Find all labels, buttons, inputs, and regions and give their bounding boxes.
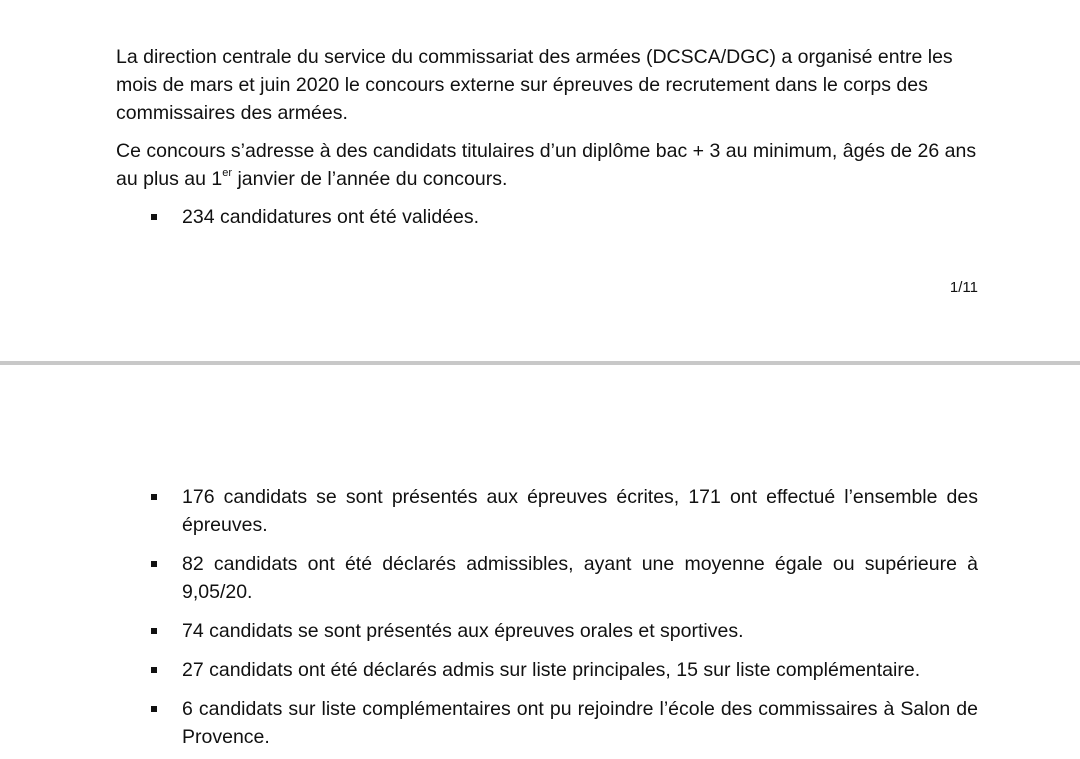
document-page-2 (0, 365, 1080, 759)
bullet-icon (151, 561, 157, 567)
page-number: 1/11 (949, 279, 978, 296)
bullet-icon (151, 214, 157, 220)
page-2-bullet-list (116, 483, 978, 751)
list-item (116, 203, 978, 231)
list-item-text: 234 candidatures ont été validées. (182, 206, 480, 228)
list-item-text: 6 candidats sur liste complémentaires ont pu rejoindre l’école des commissaires à Salon de Provence. (182, 698, 978, 748)
list-item (116, 656, 978, 684)
bullet-icon (151, 706, 157, 712)
ordinal-superscript: er (222, 166, 233, 179)
bullet-icon (151, 628, 157, 634)
list-item-text: 82 candidats ont été déclarés admissibles, ayant une moyenne égale ou supérieure à 9,05/20. (182, 553, 978, 603)
list-item (116, 550, 978, 606)
list-item-text: 27 candidats ont été déclarés admis sur liste principales, 15 sur liste complémentaire. (182, 659, 921, 681)
page-1-body (116, 43, 978, 231)
intro-paragraph: La direction centrale du service du commissariat des armées (DCSCA/DGC) a organisé entre les mois de mars et juin 2020 le concours externe sur épreuves de recrutement dans le corps des commissaires des armées. (116, 46, 953, 124)
list-item (116, 617, 978, 645)
eligibility-text-before: Ce concours s’adresse à des candidats titulaires d’un diplôme bac + 3 au minimum, âgés de 26 ans au plus au 1 (116, 140, 977, 190)
eligibility-text-after: janvier de l’année du concours. (232, 168, 508, 190)
eligibility-paragraph (116, 137, 978, 193)
list-item-text: 74 candidats se sont présentés aux épreuves orales et sportives. (182, 620, 744, 642)
page-2-body (116, 483, 978, 751)
list-item (116, 695, 978, 751)
list-item (116, 483, 978, 539)
bullet-icon (151, 494, 157, 500)
page-1-bullet-list (116, 203, 978, 231)
document-page-1 (0, 0, 1080, 361)
list-item-text: 176 candidats se sont présentés aux épreuves écrites, 171 ont effectué l’ensemble des épreuves. (182, 486, 978, 536)
bullet-icon (151, 667, 157, 673)
